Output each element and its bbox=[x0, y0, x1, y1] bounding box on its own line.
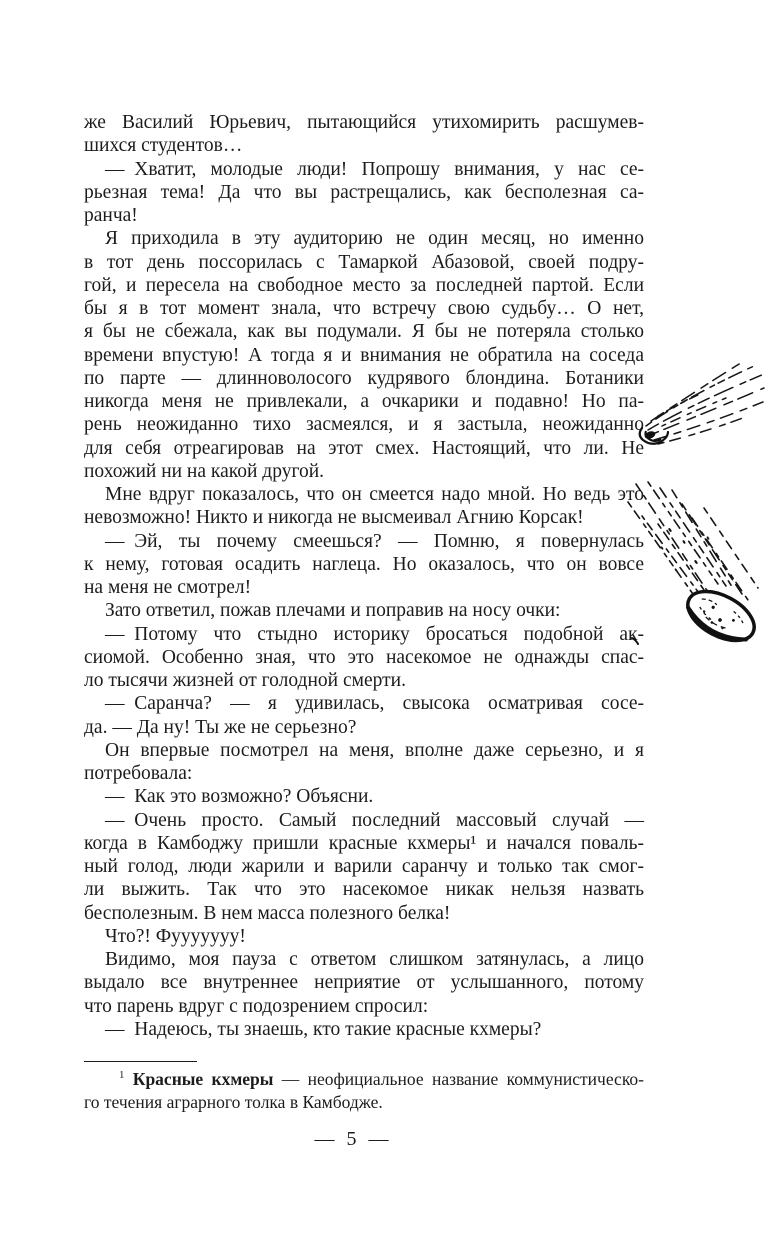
text-line: — Саранча? — я удивилась, свысока осматривая сосе- bbox=[105, 693, 644, 715]
text-line: — Надеюсь, ты знаешь, кто такие красные кхмеры? bbox=[105, 1018, 542, 1040]
footnote-text: — неофициальное название коммунистическо- bbox=[281, 1069, 645, 1089]
footnote-term: Красные кхмеры bbox=[132, 1069, 274, 1089]
text-line: для себя отреагировав на этот смех. Настоящий, что ли. Не bbox=[84, 437, 644, 459]
text-line: Зато ответил, пожав плечами и поправив на носу очки: bbox=[105, 600, 561, 622]
text-line: — Потому что стыдно историку бросаться подобной ак- bbox=[105, 623, 644, 645]
page-number: — 5 — bbox=[314, 1128, 390, 1150]
text-line: бы я в тот момент знала, что встречу свою судьбу… О нет, bbox=[84, 298, 644, 319]
text-line: невозможно! Никто и никогда не высмеивал Агнию Корсак! bbox=[84, 507, 584, 529]
text-line: — Эй, ты почему смеешься? — Помню, я повернулась bbox=[105, 530, 644, 552]
text-line: Что?! Фууууууу! bbox=[105, 925, 246, 947]
text-line: Он впервые посмотрел на меня, вполне даже серьезно, и я bbox=[105, 739, 644, 761]
text-line: гой, и пересела на свободное место за последней партой. Если bbox=[84, 274, 644, 296]
text-line: Мне вдруг показалось, что он смеется надо мной. Но ведь это bbox=[105, 484, 644, 505]
text-line: никогда меня не привлекали, а очкарики и подавно! Но па- bbox=[84, 391, 644, 412]
text-line: сиомой. Особенно зная, что это насекомое не однажды спас- bbox=[84, 646, 644, 668]
text-line: рень неожиданно тихо засмеялся, и я застыла, неожиданно bbox=[84, 414, 644, 436]
text-line: Видимо, моя пауза с ответом слишком затянулась, а лицо bbox=[105, 949, 644, 970]
text-line: времени впустую! А тогда я и внимания не обратила на соседа bbox=[84, 344, 644, 366]
text-line: бесполезным. В нем масса полезного белка! bbox=[84, 902, 451, 924]
text-line: я бы не сбежала, как вы подумали. Я бы не потеряла столько bbox=[84, 321, 644, 343]
footnote bbox=[84, 1068, 644, 1113]
text-line: Я приходила в эту аудиторию не один месяц, но именно bbox=[105, 228, 644, 250]
text-line: ранча! bbox=[84, 205, 138, 226]
text-block bbox=[84, 111, 644, 1041]
text-line: на меня не смотрел! bbox=[84, 577, 252, 598]
text-line: когда в Камбоджу пришли красные кхмеры¹ и начался поваль- bbox=[84, 832, 644, 854]
text-line: потребовала: bbox=[84, 763, 193, 784]
text-line: по парте — длинноволосого кудрявого блондина. Ботаники bbox=[84, 367, 644, 389]
text-line: же Василий Юрьевич, пытающийся утихомирить расшумев- bbox=[84, 112, 644, 133]
text-line: рьезная тема! Да что вы растрещались, как бесполезная са- bbox=[84, 181, 644, 203]
text-line: — Хватит, молодые люди! Попрошу внимания, у нас се- bbox=[105, 158, 644, 180]
meteor-tail-speckles bbox=[660, 528, 710, 573]
text-line: — Очень просто. Самый последний массовый случай — bbox=[105, 809, 644, 831]
footnote-marker: 1 bbox=[119, 1069, 125, 1082]
text-line: что парень вдруг с подозрением спросил: bbox=[84, 995, 429, 1017]
text-line: похожий ни на какой другой. bbox=[84, 460, 325, 482]
text-line: выдало все внутреннее неприятие от услышанного, потому bbox=[84, 972, 644, 994]
text-line: ный голод, люди жарили и варили саранчу и только так смог- bbox=[84, 856, 644, 877]
footnote-line bbox=[84, 1068, 644, 1091]
text-line: к нему, готовая осадить наглеца. Но оказалось, что он вовсе bbox=[84, 553, 644, 575]
text-line: ло тысячи жизней от голодной смерти. bbox=[84, 670, 406, 691]
text-line: — Как это возможно? Объясни. bbox=[105, 786, 374, 808]
text-line: ли выжить. Так что это насекомое никак нельзя назвать bbox=[84, 879, 644, 901]
footnote-rule bbox=[84, 1061, 197, 1062]
footnote-line: го течения аграрного толка в Камбодже. bbox=[84, 1091, 383, 1112]
text-line: шихся студентов… bbox=[84, 135, 243, 157]
meteor-head bbox=[680, 581, 762, 648]
text-line: да. — Да ну! Ты же не серьезно? bbox=[84, 716, 357, 738]
text-line: в тот день поссорилась с Тамаркой Абазовой, своей подру- bbox=[84, 251, 644, 273]
comet-sketch-icon bbox=[636, 358, 768, 463]
